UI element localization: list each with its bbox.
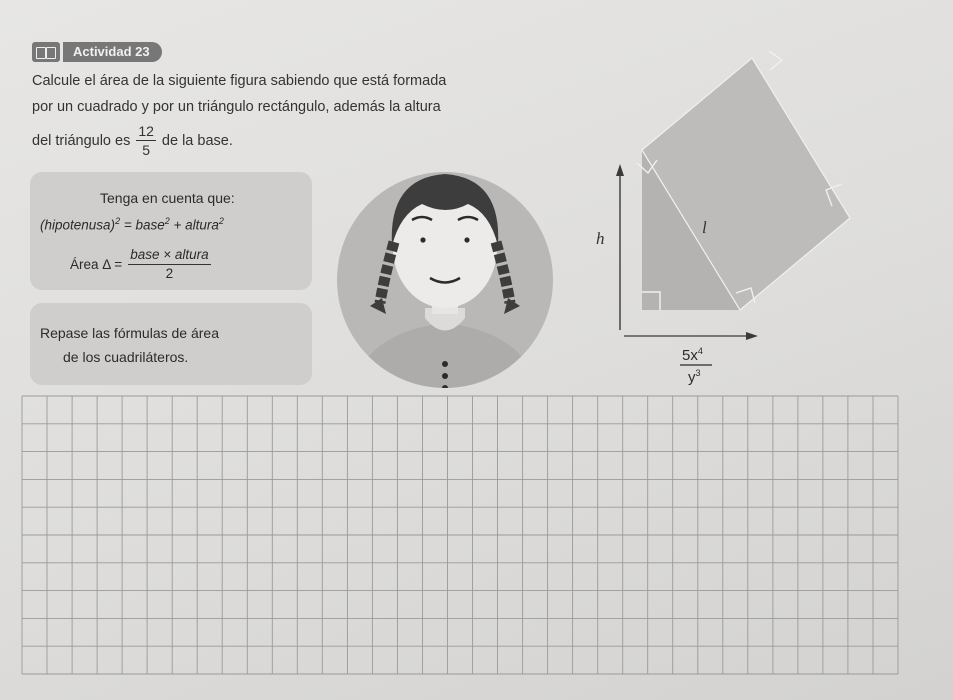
tip-title: Tenga en cuenta que: [100, 190, 235, 206]
base-arrow-head [746, 332, 758, 340]
hypotenuse-label: l [702, 218, 707, 237]
height-ratio-fraction [136, 124, 156, 157]
ratio-denominator: 5 [142, 142, 151, 158]
pythagoras-formula: (hipotenusa)$^2$ = base$^2$ + altura$^2$ [40, 216, 224, 233]
instructions-line-3-suffix: de la base. [161, 132, 233, 149]
geometry-figure [596, 30, 920, 400]
area-denominator: 2 [165, 265, 174, 281]
square-corner-mark-top [769, 51, 782, 70]
area-fraction [128, 248, 210, 280]
instructions [32, 68, 562, 157]
ratio-numerator: 12 [138, 123, 154, 139]
base-label [680, 346, 712, 386]
review-box [30, 303, 312, 385]
svg-text:y3: $y^3$ [688, 368, 701, 386]
activity-label: Actividad 23 [63, 42, 162, 62]
area-label: Área Δ = [70, 256, 123, 272]
girl-illustration [340, 168, 560, 398]
instructions-line-1: Calcule el área de la siguiente figura sabiendo que está formada [32, 73, 447, 89]
book-icon [32, 42, 60, 62]
height-arrow-head [616, 164, 624, 176]
answer-grid[interactable] [22, 396, 898, 674]
svg-text:5x4: $5x^4$ [682, 346, 703, 364]
instructions-line-3 [32, 124, 562, 157]
tip-box [30, 172, 312, 290]
instructions-line-2: por un cuadrado y por un triángulo rectángulo, además la altura [32, 99, 441, 115]
instructions-line-3-prefix: del triángulo es [32, 132, 131, 149]
activity-badge [32, 42, 162, 62]
review-line-2: de los cuadriláteros. [63, 349, 189, 365]
height-label: h [596, 229, 605, 248]
triangle-area-formula [70, 248, 217, 280]
review-line-1: Repase las fórmulas de área [40, 325, 219, 341]
area-numerator: base × altura [128, 248, 210, 265]
